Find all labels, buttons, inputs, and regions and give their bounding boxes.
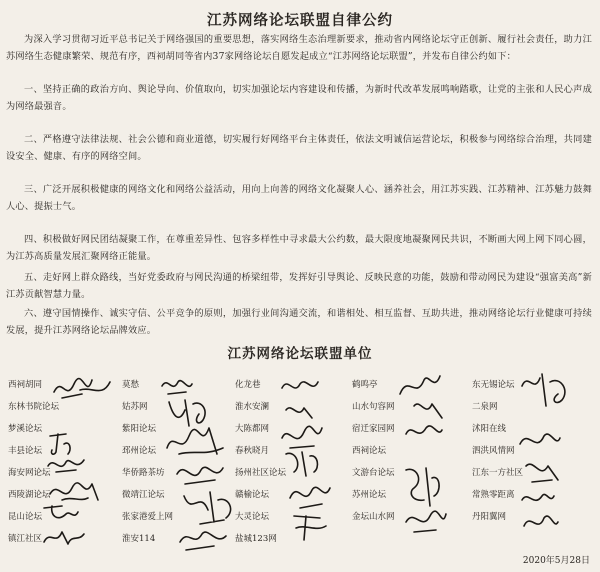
member-name: 丹阳翼网 [472,512,507,522]
member-name: 春秋晓月 [235,446,270,456]
clause-5: 五、走好网上群众路线，当好党委政府与网民沟通的桥梁纽带，发挥好引导舆论、反映民意的功能，鼓励和带动网民为建设“强富美高”新江苏贡献智慧力量。 [6,272,592,300]
signature [52,372,112,406]
member-name: 金坛山水网 [352,512,395,522]
member-name: 华侨路茶坊 [122,468,165,478]
signature [520,506,560,538]
member-name: 江东一方社区 [472,468,524,478]
member-name: 鹤鸣亭 [352,380,378,390]
intro-paragraph: 为深入学习贯彻习近平总书记关于网络强国的重要思想，落实网络生态治理新要求，推动省内网络论坛守正创新、履行社会责任，助力江苏网络生态健康繁荣、规范有序，西祠胡同等省内37家网络论坛自愿发起成立“江苏网络论坛联盟”，并发布自律公约如下： [6,34,592,62]
member-name: 淮安114 [122,534,156,544]
member-name: 梦溪论坛 [8,424,43,434]
document-title: 江苏网络论坛联盟自律公约 [207,12,393,29]
member-name: 姑苏网 [122,402,148,412]
clause-4: 四、积极做好网民团结凝聚工作，在尊重差异性、包容多样性中寻求最大公约数，最大限度地凝聚网民共识，不断画大网上网下同心圆，为江苏高质量发展汇聚网络正能量。 [6,234,592,262]
signature [46,452,86,478]
member-name: 莫愁 [122,380,140,390]
member-name: 文游台论坛 [352,468,395,478]
member-name: 昆山论坛 [8,512,43,522]
signature [402,462,444,510]
document-date: 2020年5月28日 [522,556,590,566]
member-name: 西陵湖论坛 [8,490,51,500]
member-name: 东林书院论坛 [8,402,60,412]
member-name: 宿迁家园网 [352,424,395,434]
member-name: 苏州论坛 [352,490,387,500]
signature [290,510,330,542]
member-name: 扬州社区论坛 [235,468,287,478]
clause-6: 六、遵守国情操作、诚实守信、公平竞争的原则，加强行业间沟通交流，和谐相处、相互监督、互助共进，推动网络论坛行业健康可持续发展，提升江苏网络论坛品牌效应。 [6,308,592,336]
member-name: 紫阳论坛 [122,424,157,434]
member-name: 东无锡论坛 [472,380,515,390]
signature [404,418,444,446]
member-name: 西祠胡同 [8,380,43,390]
member-name: 海安网论坛 [8,468,51,478]
member-name: 西祠论坛 [352,446,387,456]
member-name: 沭阳在线 [472,424,507,434]
member-name: 大灵论坛 [235,512,270,522]
signature [522,456,562,486]
member-name: 邳州论坛 [122,446,157,456]
member-name: 山水句容网 [352,402,395,412]
signature [42,524,86,550]
clause-1: 一、坚持正确的政治方向、舆论导向、价值取向，切实加强论坛内容建设和传播，为新时代改革发展鸣响踏歌，让党的主张和人民心声成为网络最强音。 [6,84,592,112]
signature [518,424,562,458]
signature [40,500,80,526]
signature [280,374,320,400]
member-name: 丰县论坛 [8,446,43,456]
member-name: 泗洪风情网 [472,446,515,456]
member-name: 淮水安澜 [235,402,270,412]
member-name: 大陈都网 [235,424,270,434]
member-name: 张家港爱上网 [122,512,174,522]
member-name: 盐城123网 [235,534,277,544]
member-name: 二泉网 [472,402,498,412]
member-name: 微靖江论坛 [122,490,165,500]
member-name: 化龙巷 [235,380,261,390]
signature [520,370,576,410]
member-name: 常熟零距离 [472,490,515,500]
member-name: 镇江社区 [8,534,43,544]
signature [178,522,230,554]
signature [288,476,332,512]
clause-3: 三、广泛开展积极健康的网络文化和网络公益活动，用向上向善的网络文化凝聚人心、涵养社会，用江苏实践、江苏精神、江苏魅力鼓舞人心、提振士气。 [6,184,592,212]
signature [282,446,322,478]
signature [404,504,448,538]
members-title: 江苏网络论坛联盟单位 [227,346,373,362]
clause-2: 二、严格遵守法律法规、社会公德和商业道德，切实履行好网络平台主体责任，依法文明诚信运营论坛，积极参与网络综合治理，共同建设安全、健康、有序的网络空间。 [6,134,592,162]
member-name: 赣榆论坛 [235,490,270,500]
signature [165,420,227,460]
